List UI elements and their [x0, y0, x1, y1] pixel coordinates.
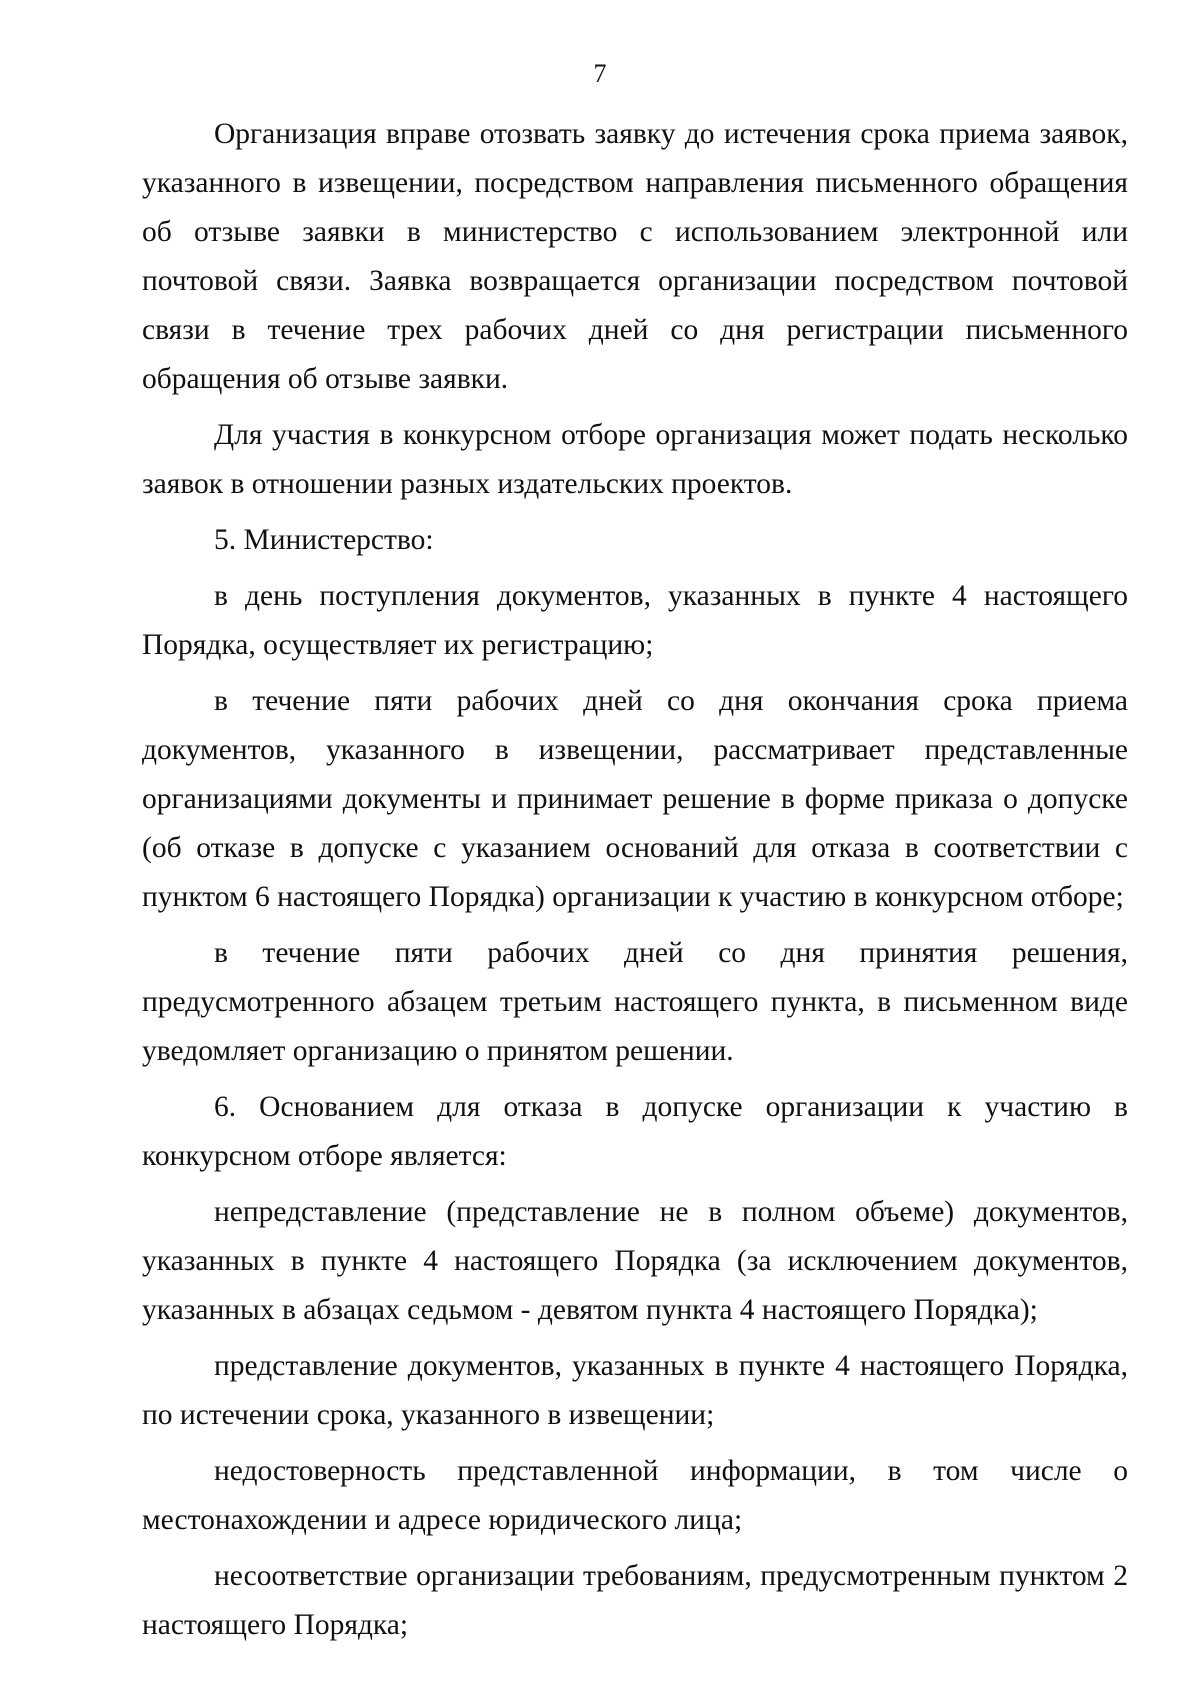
document-body [142, 110, 1128, 1657]
paragraph-notification: в течение пяти рабочих дней со дня принятия решения, предусмотренного абзацем третьим настоящего пункта, в письменном виде уведомляет организацию о принятом решении. [142, 937, 1128, 1067]
paragraph-withdraw-application: Организация вправе отозвать заявку до истечения срока приема заявок, указанного в извещении, посредством направления письменного обращения об отзыве заявки в министерство с использованием электронной или почтовой связи. Заявка возвращается организации посредством почтовой связи в течение трех рабочих дней со дня регистрации письменного обращения об отзыве заявки. [142, 118, 1128, 395]
paragraph-noncompliance: несоответствие организации требованиям, предусмотренным пунктом 2 настоящего Порядка; [142, 1560, 1128, 1641]
page-number: 7 [593, 59, 607, 88]
paragraph-section-5-heading: 5. Министерство: [214, 524, 434, 556]
paragraph-section-6-heading: 6. Основанием для отказа в допуске организации к участию в конкурсном отборе является: [142, 1091, 1128, 1172]
paragraph-registration: в день поступления документов, указанных в пункте 4 настоящего Порядка, осуществляет их регистрацию; [142, 580, 1128, 661]
paragraph-multiple-applications: Для участия в конкурсном отборе организация может подать несколько заявок в отношении разных издательских проектов. [142, 419, 1128, 500]
paragraph-review-documents: в течение пяти рабочих дней со дня окончания срока приема документов, указанного в извещении, рассматривает представленные организациями документы и принимает решение в форме приказа о допуске (об отказе в допуске с указанием оснований для отказа в соответствии с пунктом 6 настоящего Порядка) организации к участию в конкурсном отборе; [142, 685, 1128, 913]
paragraph-incomplete-documents: непредставление (представление не в полном объеме) документов, указанных в пункте 4 настоящего Порядка (за исключением документов, указанных в абзацах седьмом - девятом пункта 4 настоящего Порядка); [142, 1196, 1128, 1326]
paragraph-false-information: недостоверность представленной информации, в том числе о местонахождении и адресе юридического лица; [142, 1455, 1128, 1536]
paragraph-late-submission: представление документов, указанных в пункте 4 настоящего Порядка, по истечении срока, указанного в извещении; [142, 1350, 1128, 1431]
